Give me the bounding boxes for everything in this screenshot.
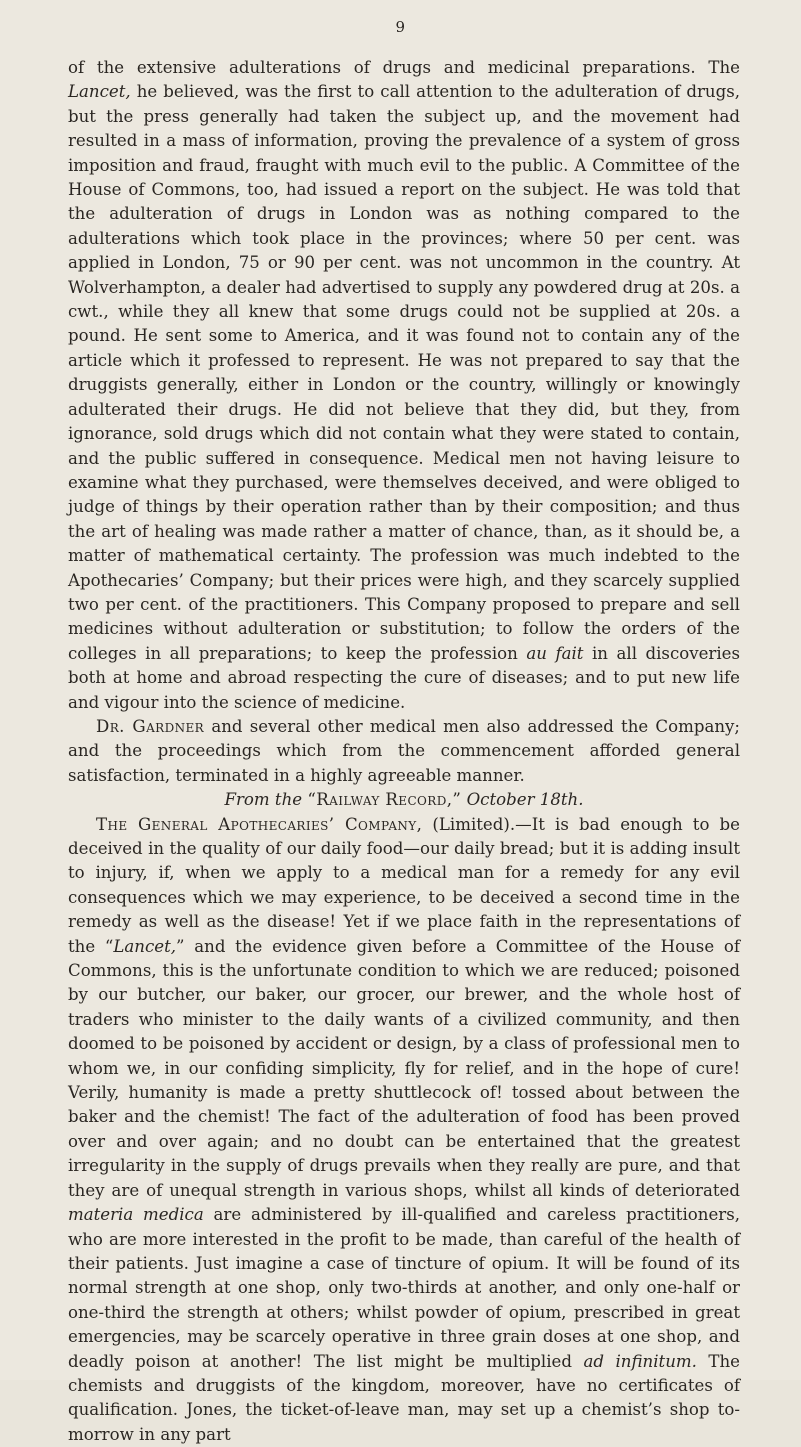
body-text [68, 56, 740, 1447]
source-title: “Railway Record,” [307, 790, 462, 810]
paragraph-text: and several other medical men also addressed the Company; and the proceedings which from the commencement afforded general satisfaction, terminated in a highly agreeable manner. [68, 716, 740, 785]
paragraph-text: he believed, was the first to call attention to the adulteration of drugs, but the press generally had taken the subject up, and the movement had resulted in a mass of information, proving the prevalence of a system of gross imposition and fraud, fraught with much evil to the public. A Committee of the House of Commons, too, had issued a report on the subject. He was told that the adulteration of drugs in London was as nothing compared to the adulterations which took place in the provinces; where 50 per cent. was applied in London, 75 or 90 per cent. was not uncommon in the country. At Wolverhampton, a dealer had advertised to supply any powdered drug at 20s. a cwt., while they all knew that some drugs could not be supplied at 20s. a pound. He sent some to America, and it was found not to contain any of the article which it professed to represent. He was not prepared to say that the druggists generally, either in London or the country, willingly or knowingly adulterated their drugs. He did not believe that they did, but they, from ignorance, sold drugs which did not contain what they were stated to contain, and the public suffered in consequence. Medical men not having leisure to examine what they purchased, were themselves deceived, and were obliged to judge of things by their operation rather than by their composition; and thus the art of healing was made rather a matter of chance, than, as it should be, a matter of mathematical certainty. The profession was much indebted to the Apothecaries’ Company; but their prices were high, and they scarcely supplied two per cent. of the practitioners. This Company proposed to prepare and sell medicines without adulteration or substitution; to follow the orders of the colleges in all preparations; to keep the profession [68, 82, 740, 663]
company-name: The General Apothecaries’ Company, [96, 814, 423, 834]
paragraph-text: ” and the evidence given before a Committee of the House of Commons, this is the unfortunate condition to which we are reduced; poisoned by our butcher, our baker, our grocer, our brewer, and the whole host of traders who minister to the daily wants of a civilized community, and then doomed to be poisoned by accident or design, by a class of professional men to whom we, in our confiding simplicity, fly for relief, and in the hope of cure! Verily, humanity is made a pretty shuttlecock of! tossed about between the baker and the chemist! The fact of the adulteration of food has been proved over and over again; and no doubt can be entertained that the greatest irregularity in the supply of drugs prevails when they really are pure, and that they are of unequal strength in various shops, whilst all kinds of deteriorated [68, 936, 740, 1200]
lancet-title: Lancet, [68, 82, 131, 102]
materia-medica-phrase: materia medica [68, 1205, 204, 1225]
au-fait-phrase: au fait [526, 643, 584, 663]
paragraph-text: of the extensive adulterations of drugs and medicinal preparations. The [68, 58, 740, 77]
paragraph-text: (Limited).—It is bad enough to be deceived in the quality of our daily food—our daily bread; but it is adding insult to injury, if, when we apply to a medical man for a remedy for any evil consequences which we may experience, to be deceived a second time in the remedy as well as the disease! Yet if we place faith in the representations of the “ [68, 814, 740, 956]
paragraph-text: are administered by ill-qualified and careless practitioners, who are more interested in the profit to be made, than careful of the health of their patients. Just imagine a case of tincture of opium. It will be found of its normal strength at one shop, only two-thirds at another, and only one-half or one-third the strength at others; whilst powder of opium, prescribed in great emergencies, may be scarcely operative in three grain doses at one shop, and deadly poison at another! The list might be multiplied [68, 1205, 741, 1371]
ad-infinitum-phrase: ad infinitum. [583, 1351, 697, 1371]
paragraph-railway-record [68, 813, 740, 1447]
paragraph-gardner [68, 715, 740, 788]
heading-prefix: From the [224, 790, 308, 810]
speaker-name: Dr. Gardner [96, 716, 205, 736]
lancet-title: Lancet, [113, 936, 177, 956]
paragraph-text: in all discoveries both at home and abroad respecting the cure of diseases; and to put new life and vigour into the science of medicine. [68, 643, 740, 712]
paragraph-adulterations [68, 56, 740, 715]
source-date: October 18th. [461, 790, 584, 810]
page-number: 9 [395, 18, 406, 36]
source-heading [68, 788, 740, 812]
paragraph-text: The chemists and druggists of the kingdom, moreover, have no certificates of qualification. Jones, the ticket-of-leave man, may set up a chemist’s shop to-morrow in any part [68, 1351, 740, 1444]
